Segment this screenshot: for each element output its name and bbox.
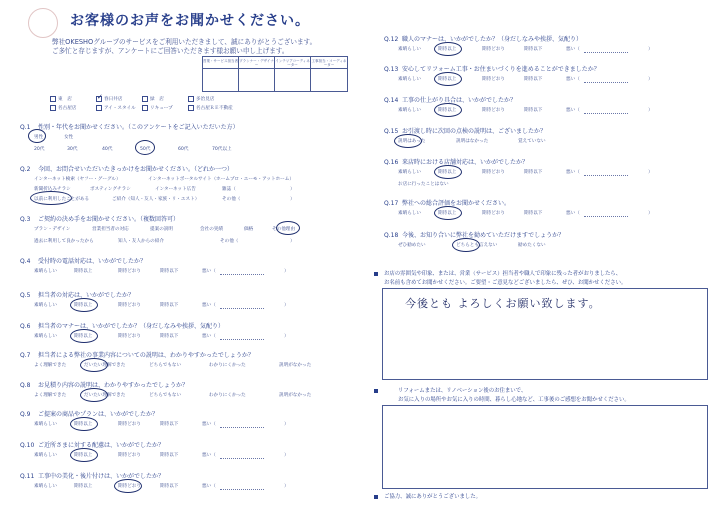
question-number: Q.15	[384, 128, 399, 135]
option-age[interactable]: 30代	[67, 147, 78, 152]
option-5[interactable]: 悪い（	[566, 211, 580, 216]
staff-stamp-box	[202, 56, 348, 92]
question-text: 職人のマナーは、いかがでしたか？（身だしなみや挨拶、気配り）	[402, 36, 583, 43]
question-number: Q.4	[20, 258, 31, 265]
bullet-icon	[374, 272, 378, 276]
bullet-icon	[374, 389, 378, 393]
option-source[interactable]: ご紹介（知人・友人・家族・リ・エスト）	[112, 197, 200, 202]
option-1[interactable]: 素晴らしい	[34, 334, 57, 339]
write-in-line[interactable]	[584, 113, 628, 114]
write-in-line[interactable]	[220, 339, 264, 340]
option-2[interactable]: 期待以上	[74, 422, 93, 427]
question-number: Q.14	[384, 97, 399, 104]
answer-circle	[80, 358, 108, 372]
option-3[interactable]: 覚えていない	[518, 139, 546, 144]
option-2[interactable]: 期待以上	[438, 211, 457, 216]
option-3[interactable]: 期待どおり	[482, 170, 505, 175]
question-text: 担当者による弊社の事業内容についての説明は、わかりやすかったでしょうか？	[38, 352, 254, 359]
write-in-line[interactable]	[584, 216, 628, 217]
option-reason: ）	[290, 239, 295, 244]
answer-circle	[434, 72, 462, 86]
checkbox[interactable]	[50, 105, 56, 111]
closing-text: ご協力、誠にありがとうございました。	[384, 494, 482, 500]
option-5[interactable]: 悪い（	[202, 334, 216, 339]
option-3[interactable]: 期待どおり	[482, 211, 505, 216]
question-text: 安心してリフォーム工事・お住まいづくりを進めることができましたか？	[402, 66, 600, 73]
checkbox[interactable]	[142, 105, 148, 111]
option-4[interactable]: 期待以下	[160, 334, 179, 339]
branch-checkbox-group	[50, 93, 270, 111]
option-source[interactable]: 雑誌（	[222, 187, 236, 192]
answer-circle	[70, 448, 98, 462]
option-2[interactable]: 期待以上	[74, 484, 93, 489]
option-age[interactable]: 20代	[34, 147, 45, 152]
option-6: ）	[648, 77, 653, 82]
question-number: Q.11	[20, 473, 35, 480]
option-4[interactable]: 期待以下	[160, 269, 179, 274]
option-1[interactable]: よく理解できた	[34, 363, 67, 368]
answer-circle	[434, 206, 462, 220]
option-2[interactable]: どちらとも言えない	[456, 243, 498, 248]
comment2-prompt-1: リフォームまたは、リノベーション後のお住まいで、	[398, 388, 527, 394]
company-logo	[28, 8, 58, 38]
question-text: 工事中の美化・後片付けは、いかがでしたか？	[38, 473, 165, 480]
page-title: お客様のお声をお聞かせください。	[70, 13, 310, 29]
option-source[interactable]: インターネット広告	[155, 187, 196, 192]
comment1-prompt-1: お店の雰囲気や印象、または、営業（サービス）担当者や職人で印象に残った者がおりましたら、	[384, 271, 622, 277]
option-3[interactable]: 勧めたくない	[518, 243, 546, 248]
question-q6	[20, 321, 224, 330]
option-6: ）	[648, 211, 653, 216]
answer-circle	[70, 329, 98, 343]
option-6: ）	[648, 47, 653, 52]
option-5[interactable]: 悪い（	[202, 303, 216, 308]
answer-circle	[276, 221, 300, 235]
question-number: Q.10	[20, 442, 35, 449]
option-3[interactable]: 期待どおり	[118, 484, 141, 489]
branch-option[interactable]: リキュープ	[142, 105, 188, 111]
option-source[interactable]: ポスティングチラシ	[90, 187, 131, 192]
staff-header: インテリアコーディネーター	[275, 57, 311, 91]
comment2-prompt-2: お気に入りの場所やお気に入りの時間、暮らし心地など、工事後のご感想をお聞かせください。	[398, 397, 630, 403]
option-3[interactable]: 期待どおり	[118, 453, 141, 458]
answer-circle	[434, 103, 462, 117]
option-3[interactable]: 期待どおり	[118, 334, 141, 339]
branch-option[interactable]: 多治見店	[188, 96, 248, 102]
question-number: Q.7	[20, 352, 31, 359]
answer-circle	[452, 238, 480, 252]
question-text: お引渡し時に次回の点検の説明は、ございましたか？	[402, 128, 547, 135]
branch-option[interactable]: ✓ 春日井店	[97, 93, 123, 102]
option-6: ）	[284, 453, 289, 458]
answer-circle	[114, 479, 142, 493]
question-q18	[384, 230, 564, 239]
option-4[interactable]: 期待以下	[160, 484, 179, 489]
option-2[interactable]: 期待以上	[438, 170, 457, 175]
option-reason[interactable]: 価格	[244, 227, 254, 232]
bullet-icon	[374, 495, 378, 499]
question-text: 担当者の対応は、いかがでしたか？	[38, 292, 135, 299]
question-number: Q.9	[20, 411, 31, 418]
option-1[interactable]: 素晴らしい	[34, 453, 57, 458]
option-4[interactable]: 期待以下	[160, 422, 179, 427]
option-5[interactable]: 悪い（	[566, 170, 580, 175]
question-number: Q.12	[384, 36, 399, 43]
question-q2: Q.2 今回、お問合せいただいたきっかけをお聞かせください。（どれか一つ）	[20, 166, 234, 173]
option-4[interactable]: 期待以下	[160, 303, 179, 308]
option-1[interactable]: 素晴らしい	[34, 303, 57, 308]
option-5[interactable]: 悪い（	[202, 269, 216, 274]
answer-circle	[394, 134, 422, 148]
answer-circle	[28, 129, 46, 143]
option-age[interactable]: 40代	[102, 147, 113, 152]
option-1[interactable]: 素晴らしい	[34, 269, 57, 274]
question-q13	[384, 64, 600, 73]
question-q16	[384, 157, 528, 166]
option-5[interactable]: 悪い（	[566, 47, 580, 52]
question-q10	[20, 440, 164, 449]
option-3[interactable]: 期待どおり	[482, 77, 505, 82]
option-2[interactable]: だいたい理解できた	[84, 393, 126, 398]
option-2[interactable]: 期待以上	[438, 108, 457, 113]
question-q12	[384, 34, 582, 43]
option-male[interactable]: 男性	[34, 135, 44, 140]
option-2[interactable]: 期待以上	[438, 77, 457, 82]
checkbox[interactable]	[188, 105, 194, 111]
question-number: Q.18	[384, 232, 399, 239]
branch-option[interactable]: 名古屋店	[50, 105, 96, 111]
option-source[interactable]: 新聞折込みチラシ	[34, 187, 71, 192]
question-text: 来店時における店舗対応は、いかがでしたか？	[402, 159, 529, 166]
write-in-line[interactable]	[220, 308, 264, 309]
option-4[interactable]: 期待以下	[160, 453, 179, 458]
checkbox[interactable]	[188, 96, 194, 102]
option-4[interactable]: 期待以下	[524, 211, 543, 216]
comment1-handwritten: 今後とも よろしくお願い致します。	[405, 297, 601, 310]
option-5[interactable]: 悪い（	[202, 422, 216, 427]
option-1[interactable]: 素晴らしい	[398, 77, 421, 82]
write-in-line[interactable]	[220, 458, 264, 459]
option-1[interactable]: 素晴らしい	[398, 47, 421, 52]
option-source[interactable]: インターネット検索（ヤフー・グーグル）	[34, 177, 121, 182]
question-number: Q.17	[384, 200, 399, 207]
option-6: ）	[284, 269, 289, 274]
branch-option[interactable]: 名古屋ＲＥ不動産	[188, 105, 248, 111]
question-text: 弊社への総合評価をお聞かせください。	[402, 200, 511, 207]
question-q11	[20, 471, 164, 480]
write-in-line[interactable]	[220, 427, 264, 428]
intro-line-1: 弊社OKESHOグループのサービスをご利用いただきまして、誠にありがとうございます。	[52, 38, 317, 46]
option-2[interactable]: 説明はなかった	[456, 139, 489, 144]
question-text: 今後、お知り合いに弊社を勧めていただけますでしょうか？	[402, 232, 565, 239]
answer-circle	[434, 165, 462, 179]
question-text: 担当者のマナーは、いかがでしたか？（身だしなみや挨拶、気配り）	[38, 323, 225, 330]
option-6: ）	[648, 170, 653, 175]
option-reason[interactable]: 提案の説明	[150, 227, 173, 232]
option-5[interactable]: 悪い（	[202, 453, 216, 458]
option-6: ）	[284, 422, 289, 427]
write-in-line[interactable]	[584, 52, 628, 53]
option-1[interactable]: 素晴らしい	[398, 211, 421, 216]
comment1-box[interactable]	[382, 288, 708, 380]
answer-circle	[434, 42, 462, 56]
option-source[interactable]: インターネットポータルサイト（ホームプロ・エーモ・アットホーム）	[148, 177, 294, 182]
question-text: 工事の仕上がり具合は、いかがでしたか？	[402, 97, 517, 104]
question-q3: Q.3 ご契約の決め手をお聞かせください。（複数回答可）	[20, 216, 180, 223]
option-reason[interactable]: 過去に利用して良かったから	[34, 239, 94, 244]
option-reason[interactable]: その他（	[220, 239, 239, 244]
option-3[interactable]: 期待どおり	[482, 47, 505, 52]
option-5[interactable]: 悪い（	[566, 77, 580, 82]
option-1[interactable]: 素晴らしい	[398, 170, 421, 175]
option-1[interactable]: 説明はあった	[398, 139, 426, 144]
question-text: ご近所さまに対する配慮は、いかがでしたか？	[38, 442, 165, 449]
question-number: Q.5	[20, 292, 31, 299]
comment1-prompt-2: お名前も含めてお聞かせください。ご要望・ご意見などございましたら、ぜひ、お聞かせください。	[384, 280, 627, 286]
option-1[interactable]: 素晴らしい	[34, 484, 57, 489]
option-source[interactable]: その他（	[222, 197, 241, 202]
option-5[interactable]: 悪い（	[202, 484, 216, 489]
checkbox[interactable]	[96, 105, 102, 111]
write-in-line[interactable]	[584, 175, 628, 176]
answer-circle	[80, 388, 108, 402]
staff-header: プランナー・デザイナー	[239, 57, 275, 91]
question-number: Q.16	[384, 159, 399, 166]
option-reason[interactable]: その他理由	[272, 227, 295, 232]
option-2[interactable]: 期待以上	[74, 269, 93, 274]
branch-option[interactable]: アイ・スタイル	[96, 105, 142, 111]
option-4[interactable]: わかりにくかった	[209, 363, 246, 368]
option-source: ）	[290, 187, 295, 192]
option-5[interactable]: 説明がなかった	[279, 363, 312, 368]
option-4[interactable]: 期待以下	[524, 77, 543, 82]
option-source[interactable]: 以前に利用したことがある	[34, 197, 90, 202]
staff-header: 営業・サービス担当者	[203, 57, 239, 91]
write-in-line[interactable]	[220, 489, 264, 490]
option-2[interactable]: 期待以上	[74, 334, 93, 339]
question-q7	[20, 350, 254, 359]
option-age[interactable]: 50代	[140, 147, 151, 152]
answer-circle	[30, 191, 72, 205]
checkbox[interactable]	[142, 96, 148, 102]
option-reason[interactable]: 知人・友人からの紹介	[118, 239, 164, 244]
option-reason[interactable]: 営業担当者の対応	[92, 227, 129, 232]
option-4[interactable]: 期待以下	[524, 47, 543, 52]
option-source: ）	[290, 197, 295, 202]
option-3[interactable]: どちらでもない	[149, 363, 182, 368]
option-5[interactable]: 悪い（	[566, 108, 580, 113]
option-4[interactable]: わかりにくかった	[209, 393, 246, 398]
option-3[interactable]: 期待どおり	[118, 303, 141, 308]
question-number: Q.13	[384, 66, 399, 73]
option-1[interactable]: よく理解できた	[34, 393, 67, 398]
question-number: Q.8	[20, 382, 31, 389]
write-in-line[interactable]	[584, 82, 628, 83]
question-text: ご提案の商品やプランは、いかがでしたか？	[38, 411, 159, 418]
staff-header: 工事担当・コーディネーター	[311, 59, 347, 68]
option-1[interactable]: 素晴らしい	[34, 422, 57, 427]
question-q8	[20, 380, 188, 389]
option-5[interactable]: 説明がなかった	[279, 393, 312, 398]
option-1[interactable]: ぜひ勧めたい	[398, 243, 426, 248]
answer-circle	[70, 417, 98, 431]
answer-circle	[70, 298, 98, 312]
question-number: Q.6	[20, 323, 31, 330]
answer-circle	[135, 140, 155, 155]
option-reason[interactable]: 会社の実績	[200, 227, 223, 232]
comment2-box[interactable]	[382, 405, 708, 489]
option-2[interactable]: 期待以上	[74, 303, 93, 308]
option-3[interactable]: どちらでもない	[149, 393, 182, 398]
option-age[interactable]: 70代以上	[212, 147, 232, 152]
question-q5	[20, 290, 134, 299]
question-q4	[20, 256, 146, 265]
option-3[interactable]: 期待どおり	[482, 108, 505, 113]
option-2[interactable]: 期待以上	[74, 453, 93, 458]
option-female[interactable]: 女性	[64, 135, 74, 140]
checkbox-checked[interactable]: ✓	[97, 93, 103, 101]
branch-option[interactable]: 緑 店	[142, 96, 188, 102]
checkbox[interactable]	[50, 96, 56, 102]
option-4[interactable]: 期待以下	[524, 108, 543, 113]
question-q1: Q.1 性別・年代をお聞かせください。（このアンケートをご記入いただいた方）	[20, 124, 239, 131]
intro-line-2: ご多忙と存じますが、アンケートにご回答いただきます様お願い申し上げます。	[52, 47, 289, 55]
option-reason[interactable]: プラン・デザイン	[34, 227, 71, 232]
option-6: ）	[284, 484, 289, 489]
option-2[interactable]: だいたい理解できた	[84, 363, 126, 368]
option-6: ）	[284, 303, 289, 308]
option-extra[interactable]: お店に行ったことはない	[398, 182, 449, 187]
branch-option[interactable]: 東 店	[50, 96, 96, 102]
option-3[interactable]: 期待どおり	[118, 269, 141, 274]
question-text: 受付時の電話対応は、いかがでしたか？	[38, 258, 147, 265]
option-1[interactable]: 素晴らしい	[398, 108, 421, 113]
option-age[interactable]: 60代	[178, 147, 189, 152]
question-text: お見積り内容の説明は、わかりやすかったでしょうか？	[38, 382, 189, 389]
write-in-line[interactable]	[220, 274, 264, 275]
option-2[interactable]: 期待以上	[438, 47, 457, 52]
option-6: ）	[648, 108, 653, 113]
option-4[interactable]: 期待以下	[524, 170, 543, 175]
option-6: ）	[284, 334, 289, 339]
option-3[interactable]: 期待どおり	[118, 422, 141, 427]
